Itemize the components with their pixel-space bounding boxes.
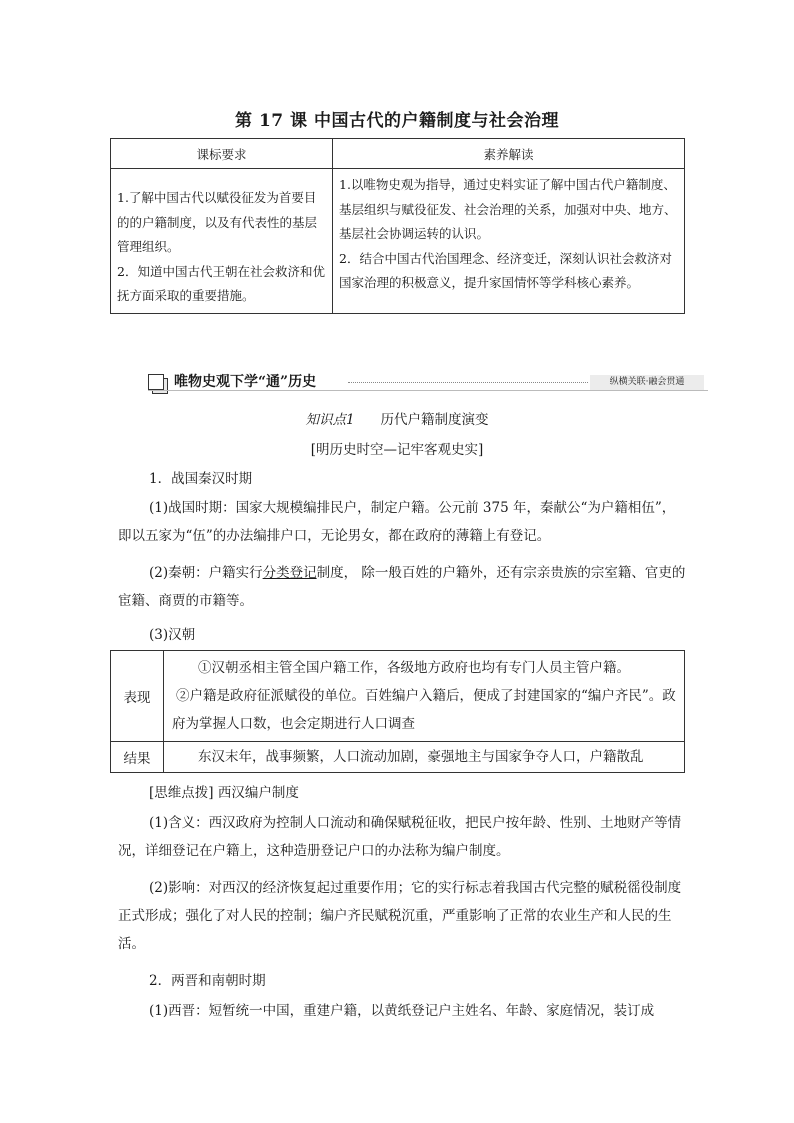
- paragraph-qin: [118, 559, 686, 615]
- paragraph-western-jin: (1)西晋：短暂统一中国，重建户籍，以黄纸登记户主姓名、年龄、家庭情况，装订成: [149, 1003, 655, 1019]
- objectives-table: [110, 138, 685, 314]
- thinking-meaning: (1)含义：西汉政府为控制人口流动和确保赋税征收，把民户按年龄、性别、土地财产等情况，详细登记在户籍上，这种造册登记户口的办法称为编户制度。: [118, 815, 682, 859]
- heading-han: (3)汉朝: [149, 627, 196, 643]
- paragraph-warring-states: (1)战国时期：国家大规模编排民户，制定户籍。公元前 375 年，秦献公“为户籍相伍”，即以五家为“伍”的办法编排户口，无论男女，都在政府的薄籍上有登记。: [118, 500, 676, 544]
- section-divider: [348, 382, 588, 383]
- objectives-col2-cell: [333, 169, 685, 314]
- han-performance-line: ①汉朝丞相主管全国户籍工作，各级地方政府也均有专门人员主管户籍。: [198, 660, 630, 676]
- han-result-cell: [164, 742, 685, 773]
- heading-period-2: 2．两晋和南朝时期: [149, 973, 266, 989]
- section-underline: [148, 390, 708, 391]
- section-header: [148, 370, 708, 392]
- section-title: 唯物史观下学“通”历史: [174, 374, 317, 390]
- han-result-text: 东汉末年，战事频繁，人口流动加剧，豪强地主与国家争夺人口，户籍散乱: [198, 749, 644, 765]
- han-performance-line: ②户籍是政府征派赋役的单位。百姓编户入籍后，便成了封建国家的“编户齐民”。政府为掌握人口数，也会定期进行人口调查: [172, 688, 676, 732]
- knowledge-point-title: 历代户籍制度演变: [380, 412, 489, 428]
- heading-period-1: 1．战国秦汉时期: [149, 471, 253, 487]
- objective-item: 2．知道中国古代王朝在社会救济和优抚方面采取的重要措施。: [117, 263, 325, 303]
- objectives-col1-header: 课标要求: [111, 139, 333, 169]
- qin-text-post: 制度， 除一般百姓的户籍外，还有宗亲贵族的宗室籍、官吏的宦籍、商贾的市籍等。: [118, 565, 686, 609]
- han-table: [110, 650, 685, 773]
- literacy-item: 1.以唯物史观为指导，通过史料实证了解中国古代户籍制度、基层组织与赋役征发、社会治理的关系，加强对中央、地方、基层社会协调运转的认识。: [339, 177, 677, 241]
- han-label-performance: 表现: [111, 651, 164, 742]
- knowledge-point-heading: [0, 408, 794, 428]
- objectives-col1-cell: [111, 169, 333, 314]
- thinking-impact: (2)影响：对西汉的经济恢复起过重要作用；它的实行标志着我国古代完整的赋税徭役制度正式形成；强化了对人民的控制；编户齐民赋税沉重，严重影响了正常的农业生产和人民的生活。: [118, 880, 682, 952]
- section-tag: 纵横关联·融会贯通: [590, 375, 704, 390]
- qin-text-pre: (2)秦朝：户籍实行: [149, 565, 263, 581]
- objectives-col2-header: 素养解读: [333, 139, 685, 169]
- han-performance-cell: [164, 651, 685, 742]
- qin-text-underlined: 分类登记: [262, 565, 317, 581]
- han-label-result: 结果: [111, 742, 164, 773]
- knowledge-point-subtitle: [明历史时空—记牢客观史实]: [310, 442, 484, 458]
- page-title: 第 17 课 中国古代的户籍制度与社会治理: [235, 111, 559, 131]
- literacy-item: 2．结合中国古代治国理念、经济变迁，深刻认识社会救济对国家治理的积极意义，提升家国情怀等学科核心素养。: [339, 250, 672, 290]
- section-square-icon: [148, 374, 164, 390]
- knowledge-point-number: 知识点1: [305, 412, 355, 428]
- thinking-heading: [思维点拨] 西汉编户制度: [149, 785, 299, 801]
- objective-item: 1.了解中国古代以赋役征发为首要目的的户籍制度，以及有代表性的基层管理组织。: [117, 190, 318, 254]
